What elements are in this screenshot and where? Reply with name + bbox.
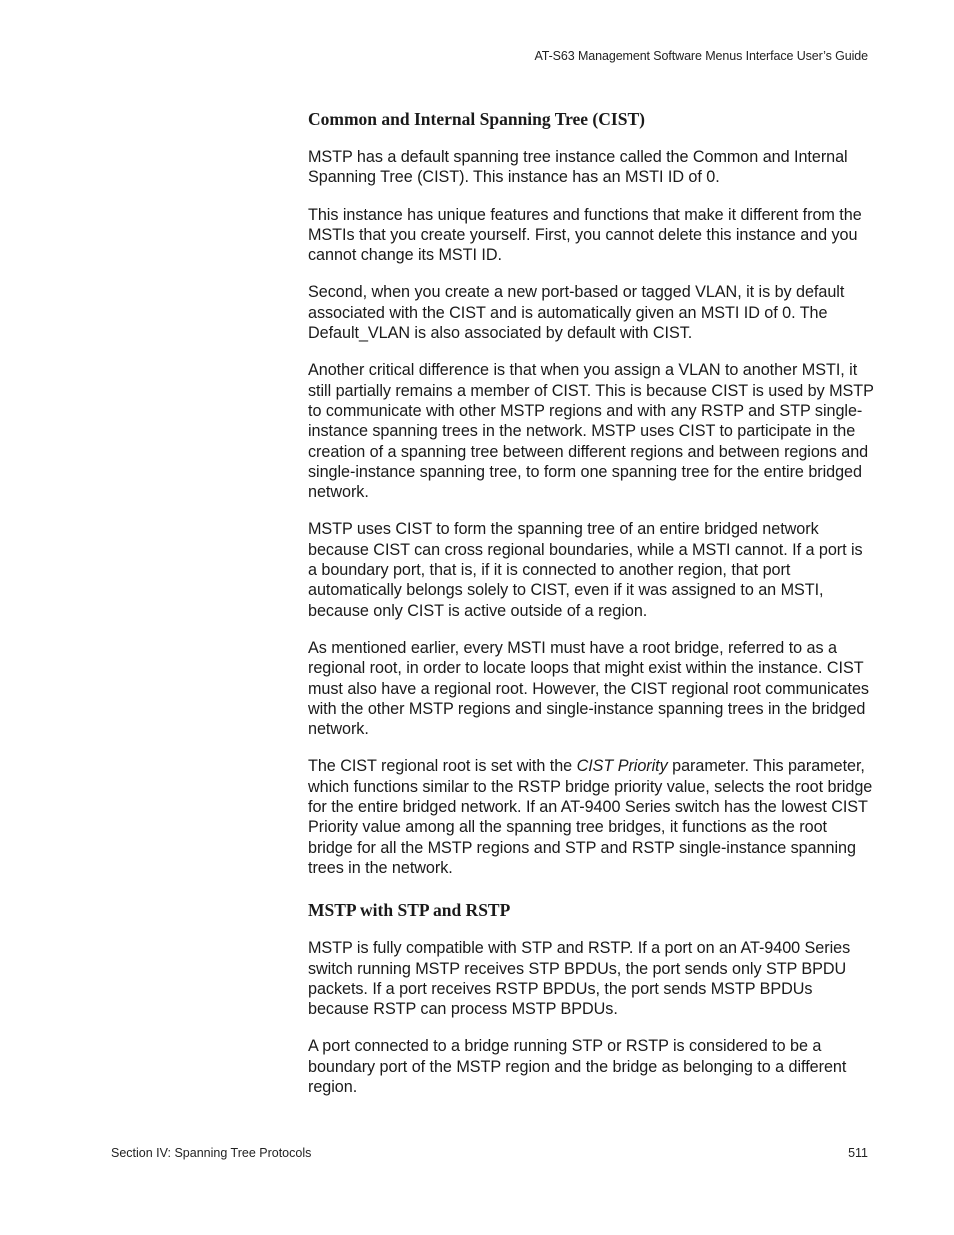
paragraph: Second, when you create a new port-based or tagged VLAN, it is by default associated with the CIST and is automatically given an MSTI ID of 0. The Default_VLAN is also associated by default with CIST. (308, 283, 845, 343)
paragraph-text: The CIST regional root is set with the (308, 757, 577, 776)
paragraph: MSTP is fully compatible with STP and RSTP. If a port on an AT-9400 Series switch running MSTP receives STP BPDUs, the port sends only STP BPDU packets. If a port receives RSTP BPDUs, the port sends MSTP BPDUs because RSTP can process MSTP BPDUs. (308, 939, 851, 1019)
section-heading-mstp-stp-rstp: MSTP with STP and RSTP (308, 900, 511, 921)
page-content (308, 108, 874, 1114)
paragraph: MSTP has a default spanning tree instance called the Common and Internal Spanning Tree (CIST). This instance has an MSTI ID of 0. (308, 148, 848, 187)
paragraph: As mentioned earlier, every MSTI must have a root bridge, referred to as a regional root, in order to locate loops that might exist within the instance. CIST must also have a regional root. However, the CIST regional root communicates with the other MSTP regions and single-instance spanning trees in the bridged network. (308, 638, 869, 739)
section-heading-cist: Common and Internal Spanning Tree (CIST) (308, 109, 645, 129)
footer-section-title: Section IV: Spanning Tree Protocols (111, 1146, 312, 1160)
paragraph-cist-priority (308, 756, 874, 878)
parameter-name: CIST Priority (576, 757, 668, 776)
paragraph: A port connected to a bridge running STP or RSTP is considered to be a boundary port of the MSTP region and the bridge as belonging to a different region. (308, 1037, 847, 1096)
page-number: 511 (848, 1146, 868, 1160)
running-header: AT-S63 Management Software Menus Interface User’s Guide (534, 49, 868, 63)
paragraph: This instance has unique features and functions that make it different from the MSTIs that you create yourself. First, you cannot delete this instance and you cannot change its MSTI ID. (308, 205, 862, 265)
paragraph-text: parameter. This parameter, which functions similar to the RSTP bridge priority value, selects the root bridge for the entire bridged network. If an AT-9400 Series switch has the lowest CIST Priority value among all the spanning tree bridges, it functions as the root bridge for all the MSTP regions and STP and RSTP single-instance spanning trees in the network. (308, 757, 873, 877)
paragraph: MSTP uses CIST to form the spanning tree of an entire bridged network because CIST can cross regional boundaries, while a MSTI cannot. If a port is a boundary port, that is, if it is connected to another region, that port automatically belongs solely to CIST, even if it was assigned to an MSTI, because only CIST is active outside of a region. (308, 520, 863, 620)
paragraph: Another critical difference is that when you assign a VLAN to another MSTI, it still partially remains a member of CIST. This is because CIST is used by MSTP to communicate with other MSTP regions and with any RSTP and STP single-instance spanning trees in the network. MSTP uses CIST to participate in the creation of a spanning tree between different regions and between regions and single-instance spanning tree, to form one spanning tree for the entire bridged network. (308, 361, 874, 502)
